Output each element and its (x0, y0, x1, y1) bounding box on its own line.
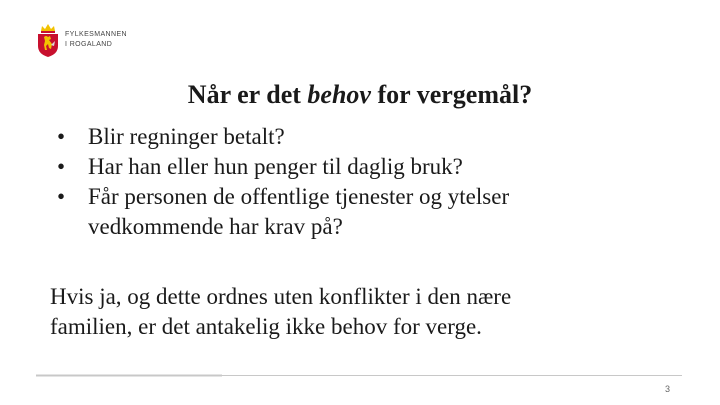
bullet-item (53, 152, 693, 182)
conclusion-paragraph (50, 282, 690, 342)
bullet-list (53, 122, 693, 242)
bullet-line-continued: vedkommende har krav på? (88, 214, 343, 239)
conclusion-line: Hvis ja, og dette ordnes uten konflikter i den nære (50, 284, 512, 309)
bullet-marker: • (57, 124, 66, 149)
title-part-1: Når er det (187, 80, 308, 109)
page-number: 3 (664, 384, 670, 394)
slide-title (0, 80, 720, 110)
logo-line-1: FYLKESMANNEN (65, 31, 127, 38)
logo-wordmark (65, 30, 127, 50)
bullet-item (53, 122, 693, 152)
conclusion-line: familien, er det antakelig ikke behov for verge. (50, 314, 482, 339)
bullet-line: Får personen de offentlige tjenester og ytelser (88, 184, 510, 209)
bullet-line: Har han eller hun penger til daglig bruk? (88, 154, 463, 179)
title-emphasis: behov (307, 80, 371, 109)
logo-line-2: I ROGALAND (65, 41, 113, 48)
bullet-marker: • (57, 184, 66, 209)
coat-of-arms-icon (36, 22, 60, 58)
footer-divider (36, 375, 682, 376)
bullet-marker: • (57, 154, 66, 179)
organization-logo (36, 22, 127, 58)
bullet-line: Blir regninger betalt? (88, 124, 285, 149)
bullet-item (53, 182, 693, 242)
title-part-2: for vergemål? (370, 80, 533, 109)
